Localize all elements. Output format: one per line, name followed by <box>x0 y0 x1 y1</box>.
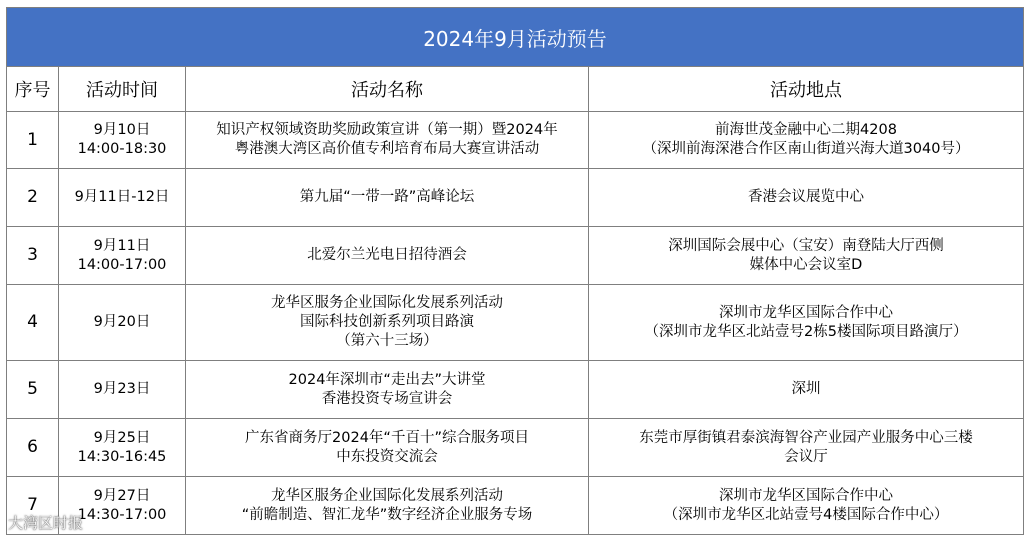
table-row <box>7 419 1024 477</box>
cell-place <box>589 285 1024 361</box>
cell-time-line: 14:00-18:30 <box>77 141 167 157</box>
header-name: 活动名称 <box>186 67 589 112</box>
cell-place-line: （深圳前海深港合作区南山街道兴海大道3040号） <box>642 141 970 157</box>
cell-name-line: 国际科技创新系列项目路演 <box>300 314 474 330</box>
cell-time-line: 9月10日 <box>93 122 151 138</box>
cell-place <box>589 169 1024 227</box>
cell-place <box>589 112 1024 169</box>
cell-time <box>59 361 186 419</box>
cell-time-line: 9月11日-12日 <box>74 189 170 205</box>
cell-place-line: 香港会议展览中心 <box>748 189 864 205</box>
cell-place-line: （深圳市龙华区北站壹号4楼国际合作中心） <box>663 506 949 523</box>
watermark-logo: 大湾区时报 <box>8 514 84 532</box>
cell-time <box>59 112 186 169</box>
cell-time-line: 14:00-17:00 <box>77 256 167 273</box>
table-row <box>7 477 1024 535</box>
cell-place-line: 前海世茂金融中心二期4208 <box>715 122 897 138</box>
cell-name <box>186 419 589 477</box>
cell-name-line: 中东投资交流会 <box>336 448 438 465</box>
cell-no: 5 <box>7 361 59 419</box>
cell-place-line: 深圳国际会展中心（宝安）南登陆大厅西侧 <box>668 237 944 254</box>
cell-place-line: 媒体中心会议室D <box>749 256 863 273</box>
cell-place <box>589 477 1024 535</box>
cell-name-line: 香港投资专场宣讲会 <box>321 390 453 407</box>
cell-place-line: 东莞市厚街镇君泰滨海智谷产业园产业服务中心三楼 <box>639 429 973 446</box>
cell-name-line: “前瞻制造、智汇龙华”数字经济企业服务专场 <box>241 506 533 523</box>
cell-name <box>186 112 589 169</box>
table-title: 2024年9月活动预告 <box>7 8 1024 67</box>
cell-time-line: 14:30-17:00 <box>77 506 167 523</box>
cell-time-line: 9月25日 <box>93 429 151 446</box>
table-row <box>7 227 1024 285</box>
cell-time <box>59 169 186 227</box>
cell-name-line: 第九届“一带一路”高峰论坛 <box>299 189 475 205</box>
cell-name <box>186 227 589 285</box>
cell-no: 6 <box>7 419 59 477</box>
cell-name-line: （第六十三场） <box>336 333 438 349</box>
cell-name-line: 北爱尔兰光电日招待酒会 <box>307 247 467 263</box>
table-row <box>7 112 1024 169</box>
cell-name-line: 广东省商务厅2024年“千百十”综合服务项目 <box>245 429 529 446</box>
table-row <box>7 361 1024 419</box>
cell-name-line: 粤港澳大湾区高价值专利培育布局大赛宣讲活动 <box>234 141 540 157</box>
cell-time <box>59 419 186 477</box>
cell-name-line: 知识产权领域资助奖励政策宣讲（第一期）暨2024年 <box>216 122 558 138</box>
header-row <box>7 67 1024 112</box>
cell-name-line: 龙华区服务企业国际化发展系列活动 <box>271 487 503 504</box>
cell-place-line: 深圳市龙华区国际合作中心 <box>719 487 893 504</box>
title-row <box>7 8 1024 67</box>
cell-name <box>186 285 589 361</box>
cell-time <box>59 227 186 285</box>
cell-no: 2 <box>7 169 59 227</box>
cell-place-line: 深圳市龙华区国际合作中心 <box>719 304 893 321</box>
header-no: 序号 <box>7 67 59 112</box>
cell-place <box>589 419 1024 477</box>
cell-name <box>186 477 589 535</box>
cell-no: 3 <box>7 227 59 285</box>
table-row <box>7 285 1024 361</box>
cell-no: 1 <box>7 112 59 169</box>
cell-place-line: 深圳 <box>791 381 821 397</box>
cell-time-line: 14:30-16:45 <box>77 448 167 465</box>
cell-time-line: 9月27日 <box>93 487 151 504</box>
header-time: 活动时间 <box>59 67 186 112</box>
header-place: 活动地点 <box>589 67 1024 112</box>
cell-time-line: 9月20日 <box>93 314 151 330</box>
cell-place-line: 会议厅 <box>784 448 828 465</box>
cell-name-line: 龙华区服务企业国际化发展系列活动 <box>271 295 503 311</box>
cell-name <box>186 361 589 419</box>
cell-place <box>589 361 1024 419</box>
cell-no: 7 <box>7 477 59 535</box>
cell-no: 4 <box>7 285 59 361</box>
activity-schedule-table <box>6 7 1024 535</box>
cell-time <box>59 285 186 361</box>
cell-place <box>589 227 1024 285</box>
cell-name-line: 2024年深圳市“走出去”大讲堂 <box>288 371 486 388</box>
cell-time-line: 9月11日 <box>93 237 151 254</box>
table-row <box>7 169 1024 227</box>
cell-place-line: （深圳市龙华区北站壹号2栋5楼国际项目路演厅） <box>644 323 968 340</box>
cell-name <box>186 169 589 227</box>
cell-time-line: 9月23日 <box>93 381 151 397</box>
